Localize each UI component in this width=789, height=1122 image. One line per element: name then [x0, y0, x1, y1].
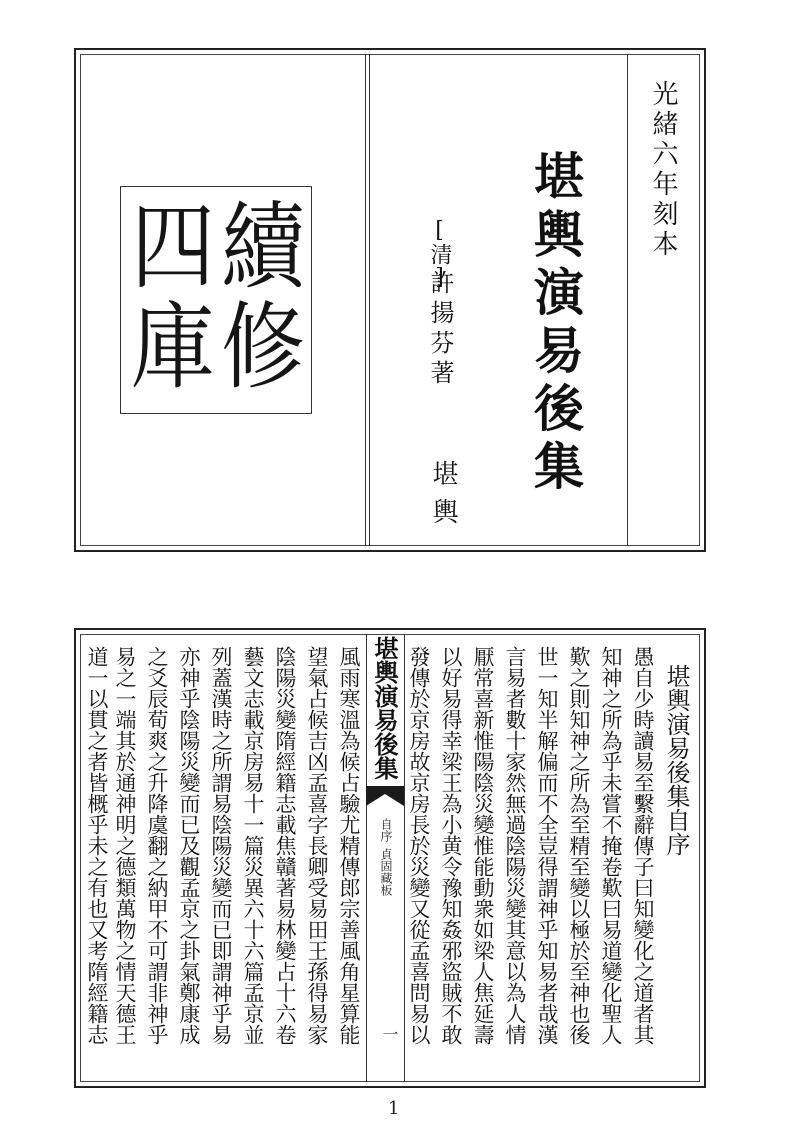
- author-dynasty: [清]: [427, 218, 452, 290]
- center-strip-edition-mark: 貞固藏板: [379, 848, 393, 896]
- center-strip-rule-right: [404, 634, 405, 1082]
- author-name: 許揚芬著: [426, 270, 454, 390]
- seal-char-si: 四: [131, 192, 216, 302]
- center-strip-rule-left: [366, 634, 367, 1082]
- preface-column-2: 知神之所為乎未嘗不掩卷歎曰易道變化聖人: [599, 646, 623, 1045]
- preface-column-6: 厭常喜新惟陽陰災變惟能動衆如梁人焦延壽: [471, 646, 495, 1045]
- preface-column-7: 以好易得幸梁王為小黄令豫知姦邪盜賊不敢: [439, 646, 463, 1045]
- preface-column-8: 發傳於京房故京房長於災變又從孟喜問易以: [407, 646, 431, 1045]
- preface-column-11: 陰陽災變隋經籍志載焦贛著易林變占十六卷: [273, 646, 297, 1045]
- preface-column-16: 易之一端其於通神明之德類萬物之情天德王: [113, 646, 137, 1045]
- preface-column-15: 之爻辰荀爽之升降虞翻之納甲不可謂非神乎: [145, 646, 169, 1045]
- preface-column-9: 風雨寒溫為候占驗尤精傳郎宗善風角星算能: [337, 646, 361, 1045]
- preface-column-10: 望氣占候吉凶孟喜字長卿受易田王孫得易家: [305, 646, 329, 1045]
- preface-column-12: 藝文志載京房易十一篇災異六十六篇孟京並: [241, 646, 265, 1045]
- fish-tail-mark: [366, 786, 404, 808]
- book-title: 堪輿演易後集: [526, 150, 585, 498]
- center-strip-subtitle: 自序: [379, 818, 393, 842]
- seal-char-ku: 庫: [131, 292, 216, 402]
- center-strip-title: 堪輿演易後集: [370, 636, 399, 780]
- seal-char-xu: 續: [221, 192, 306, 302]
- category-label: 堪輿: [428, 460, 458, 536]
- preface-heading: 堪輿演易後集自序: [662, 664, 690, 856]
- title-divider-left-2: [369, 54, 370, 546]
- page-number: 1: [388, 1098, 400, 1119]
- preface-column-17: 道一以貫之者皆概乎未之有也又考隋經籍志: [85, 646, 109, 1045]
- preface-column-5: 言易者數十家然無過陰陽災變其意以為人情: [503, 646, 527, 1045]
- preface-column-3: 歎之則知神之所為至精至變以極於至神也後: [567, 646, 591, 1045]
- seal-char-xiu: 修: [221, 292, 306, 402]
- preface-column-1: 愚自少時讀易至繫辭傳子曰知變化之道者其: [631, 646, 655, 1045]
- preface-column-4: 世一知半解偏而不全豈得謂神乎知易者哉漢: [535, 646, 559, 1045]
- edition-note: 光緒六年刻本: [648, 80, 678, 260]
- title-divider-left: [365, 54, 366, 546]
- center-strip-leaf-number: 一: [380, 1026, 399, 1042]
- preface-column-14: 亦神乎陰陽災變而已及觀孟京之卦氣鄭康成: [177, 646, 201, 1045]
- preface-column-13: 列蓋漢時之所謂易陰陽災變而已即謂神乎易: [209, 646, 233, 1045]
- collection-seal: [120, 186, 312, 414]
- title-divider-right: [627, 54, 628, 546]
